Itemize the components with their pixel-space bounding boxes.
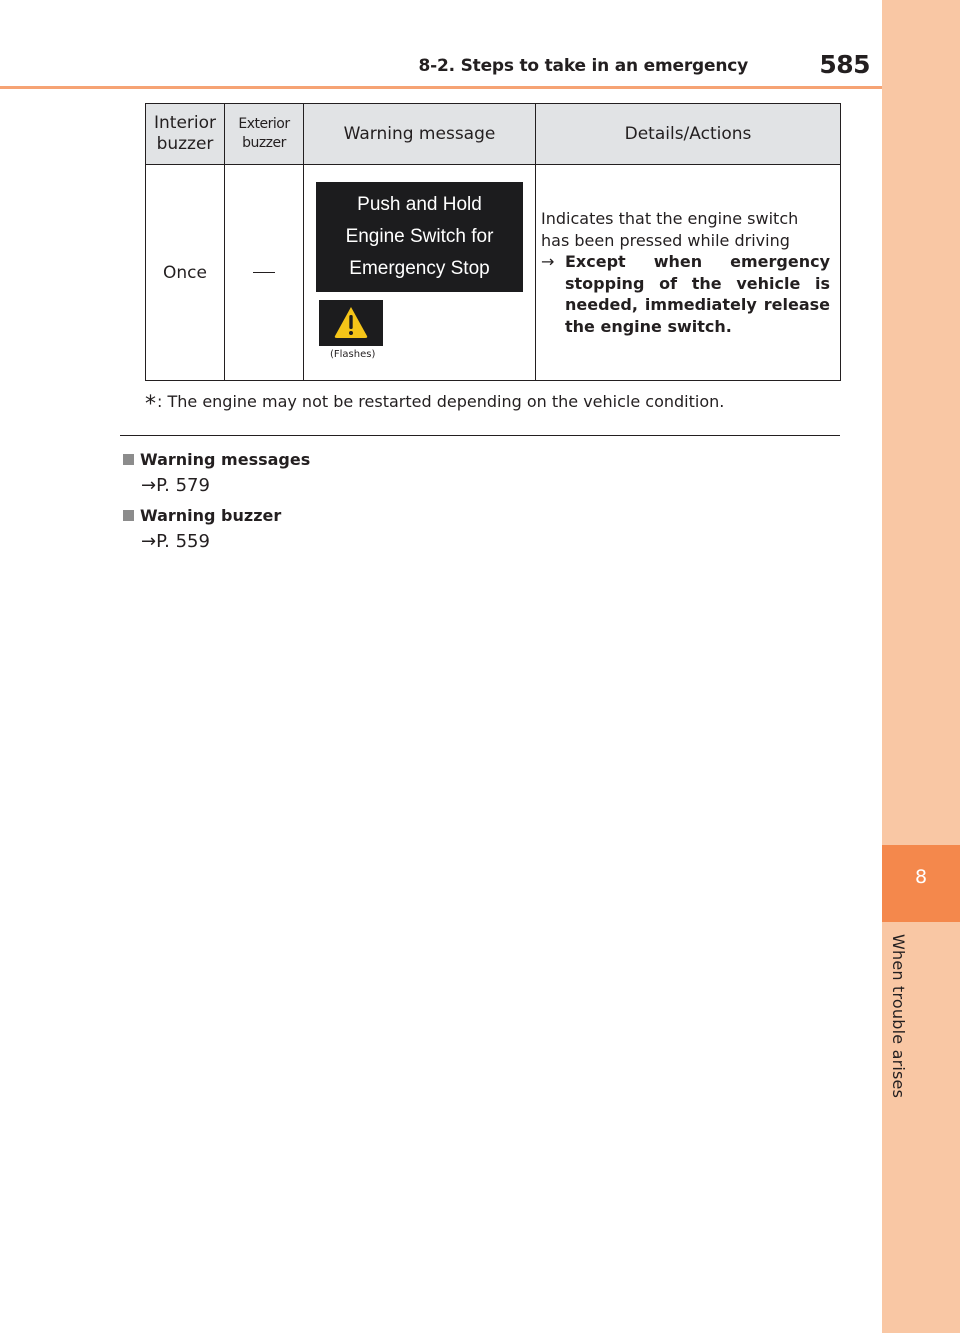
header-rule <box>0 86 882 89</box>
arrow-icon: → <box>541 252 555 271</box>
dash-mark <box>253 272 275 273</box>
note-item <box>123 450 310 496</box>
cell-interior-buzzer <box>146 165 225 381</box>
warning-table <box>145 103 841 381</box>
interior-value: Once <box>163 262 207 283</box>
message-display <box>316 182 523 292</box>
footnote-marker: * <box>145 392 156 417</box>
display-line: Emergency Stop <box>349 258 490 279</box>
chapter-label: When trouble arises <box>889 934 908 1099</box>
cell-details-actions <box>536 165 841 381</box>
square-bullet-icon <box>123 510 134 521</box>
table-row <box>146 165 841 381</box>
footnote-text: : The engine may not be restarted depending on the vehicle condition. <box>157 392 725 411</box>
display-line: Engine Switch for <box>345 226 494 247</box>
page-number: 585 <box>819 50 870 79</box>
square-bullet-icon <box>123 454 134 465</box>
header-warning-message: Warning message <box>304 104 536 165</box>
details-action-text: Except when emergency stopping of the vehicle is needed, immediately release the engine switch. <box>565 252 830 336</box>
page-reference-link[interactable]: →P. 579 <box>141 475 210 496</box>
footnote <box>145 392 724 417</box>
note-item <box>123 506 281 552</box>
section-title: 8-2. Steps to take in an emergency <box>418 56 748 76</box>
section-divider <box>120 435 840 436</box>
details-action <box>541 251 830 337</box>
note-heading-text: Warning buzzer <box>140 506 282 525</box>
page-header <box>0 0 882 86</box>
cell-warning-message <box>304 165 536 381</box>
display-line: Push and Hold <box>357 194 482 215</box>
note-heading <box>123 506 281 525</box>
side-tab-strip <box>882 0 960 1333</box>
warning-triangle-icon <box>333 305 369 339</box>
flashes-note: (Flashes) <box>330 349 376 360</box>
note-heading <box>123 450 310 469</box>
details-intro: Indicates that the engine switch has been pressed while driving <box>541 209 799 250</box>
warning-indicator <box>319 300 383 346</box>
header-exterior-buzzer: Exterior buzzer <box>225 104 304 165</box>
note-heading-text: Warning messages <box>140 450 311 469</box>
table-header-row <box>146 104 841 165</box>
page-reference-link[interactable]: →P. 559 <box>141 531 210 552</box>
header-interior-buzzer: Interior buzzer <box>146 104 225 165</box>
header-details-actions: Details/Actions <box>536 104 841 165</box>
chapter-number: 8 <box>914 866 928 888</box>
cell-exterior-buzzer <box>225 165 304 381</box>
